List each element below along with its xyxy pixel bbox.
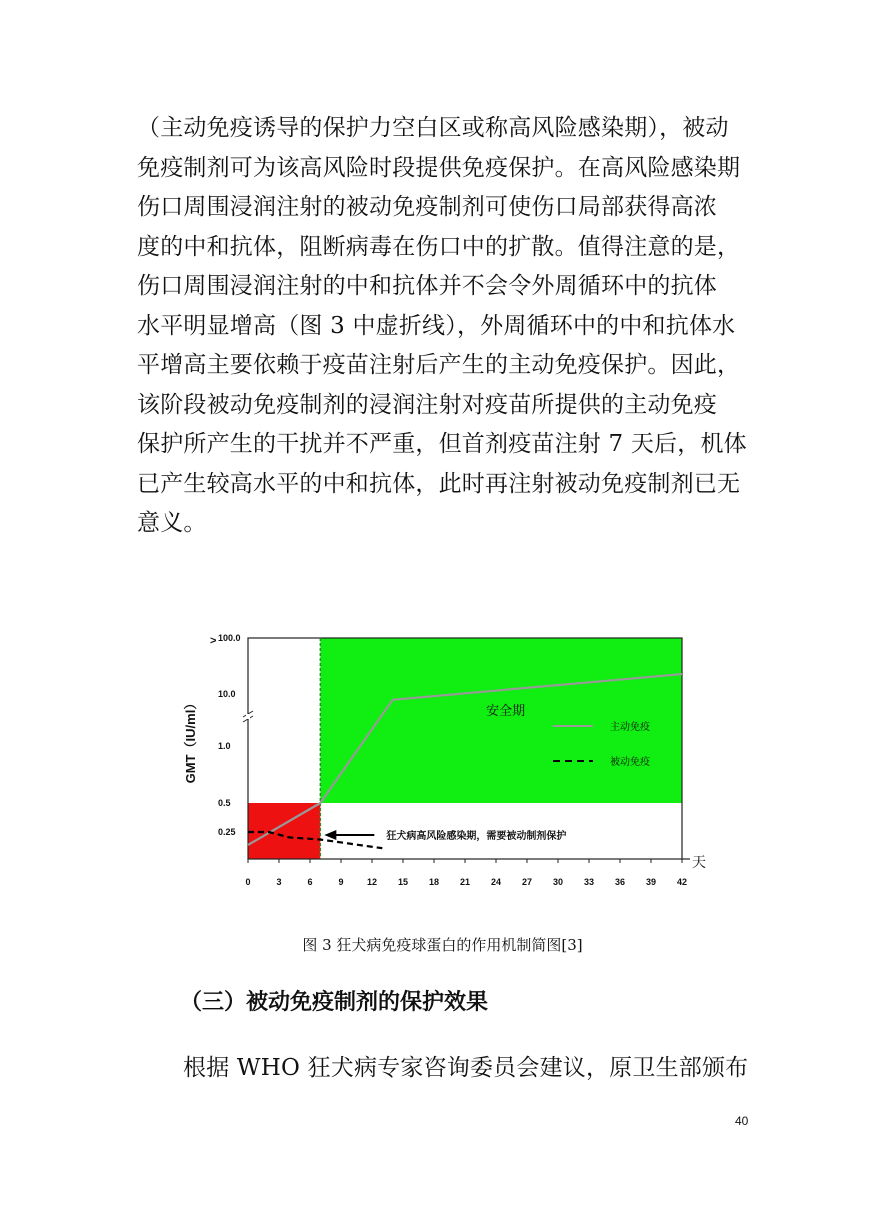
paragraph-1-line: 免疫制剂可为该高风险时段提供免疫保护。在高风险感染期 — [137, 154, 741, 181]
section-heading: （三）被动免疫制剂的保护效果 — [180, 990, 489, 1015]
x-tick-label: 18 — [428, 877, 440, 887]
paragraph-1-line: 意义。 — [137, 510, 207, 536]
paragraph-1-line: 保护所产生的干扰并不严重，但首剂疫苗注射 7 天后，机体 — [137, 431, 747, 457]
y-tick-label: 1.0 — [218, 741, 231, 751]
page-number: 40 — [735, 1114, 749, 1128]
x-tick-label: 3 — [276, 877, 282, 887]
safe-period-region — [320, 638, 682, 803]
legend-label: 被动免疫 — [610, 757, 650, 768]
x-tick-label: 42 — [676, 877, 688, 887]
x-tick-label: 27 — [521, 877, 533, 887]
y-tick-label: 100.0 — [218, 633, 241, 643]
y-axis-break-gap — [246, 714, 250, 719]
x-tick-label: 36 — [614, 877, 626, 887]
y-tick-label: 10.0 — [218, 689, 236, 699]
y-top-marker: > — [210, 635, 217, 647]
x-tick-label: 0 — [245, 877, 251, 887]
paragraph-1-line: 伤口周围浸润注射的中和抗体并不会令外周循环中的抗体 — [137, 273, 717, 299]
x-tick-label: 33 — [583, 877, 595, 887]
paragraph-1-line: 已产生较高水平的中和抗体，此时再注射被动免疫制剂已无 — [137, 470, 741, 497]
x-tick-label: 39 — [645, 877, 657, 887]
legend-label: 主动免疫 — [610, 722, 650, 733]
x-tick-label: 6 — [307, 877, 313, 887]
paragraph-1-line: 度的中和抗体，阻断病毒在伤口中的扩散。值得注意的是， — [137, 233, 741, 260]
paragraph-1-line: （主动免疫诱导的保护力空白区或称高风险感染期），被动 — [137, 115, 729, 141]
safe-period-label: 安全期 — [486, 703, 526, 718]
x-axis-label: 天 — [692, 854, 706, 870]
x-tick-label: 30 — [552, 877, 564, 887]
rabies-immunity-chart — [170, 625, 710, 915]
x-tick-label: 24 — [490, 877, 502, 887]
x-tick-label: 9 — [338, 877, 344, 887]
x-tick-label: 21 — [459, 877, 471, 887]
annotation-text: 狂犬病高风险感染期，需要被动制剂保护 — [386, 831, 567, 842]
paragraph-1-line: 水平明显增高（图 3 中虚折线），外周循环中的中和抗体水 — [137, 312, 736, 339]
x-tick-label: 15 — [397, 877, 409, 887]
annotation-arrow-head — [324, 830, 336, 840]
figure-caption: 图 3 狂犬病免疫球蛋白的作用机制简图[3] — [302, 936, 583, 954]
paragraph-1-line: 伤口周围浸润注射的被动免疫制剂可使伤口局部获得高浓 — [137, 194, 717, 220]
y-axis-label: GMT（IU/ml） — [183, 696, 198, 784]
paragraph-1-line: 平增高主要依赖于疫苗注射后产生的主动免疫保护。因此， — [137, 352, 741, 378]
y-tick-label: 0.25 — [218, 827, 236, 837]
body-paragraph-2 — [137, 1049, 757, 1089]
body-paragraph-1 — [137, 109, 757, 544]
x-tick-label: 12 — [366, 877, 378, 887]
y-tick-label: 0.5 — [218, 798, 231, 808]
paragraph-1-line: 该阶段被动免疫制剂的浸润注射对疫苗所提供的主动免疫 — [137, 391, 717, 418]
paragraph-2-line: 根据 WHO 狂犬病专家咨询委员会建议，原卫生部颁布 — [183, 1055, 749, 1081]
